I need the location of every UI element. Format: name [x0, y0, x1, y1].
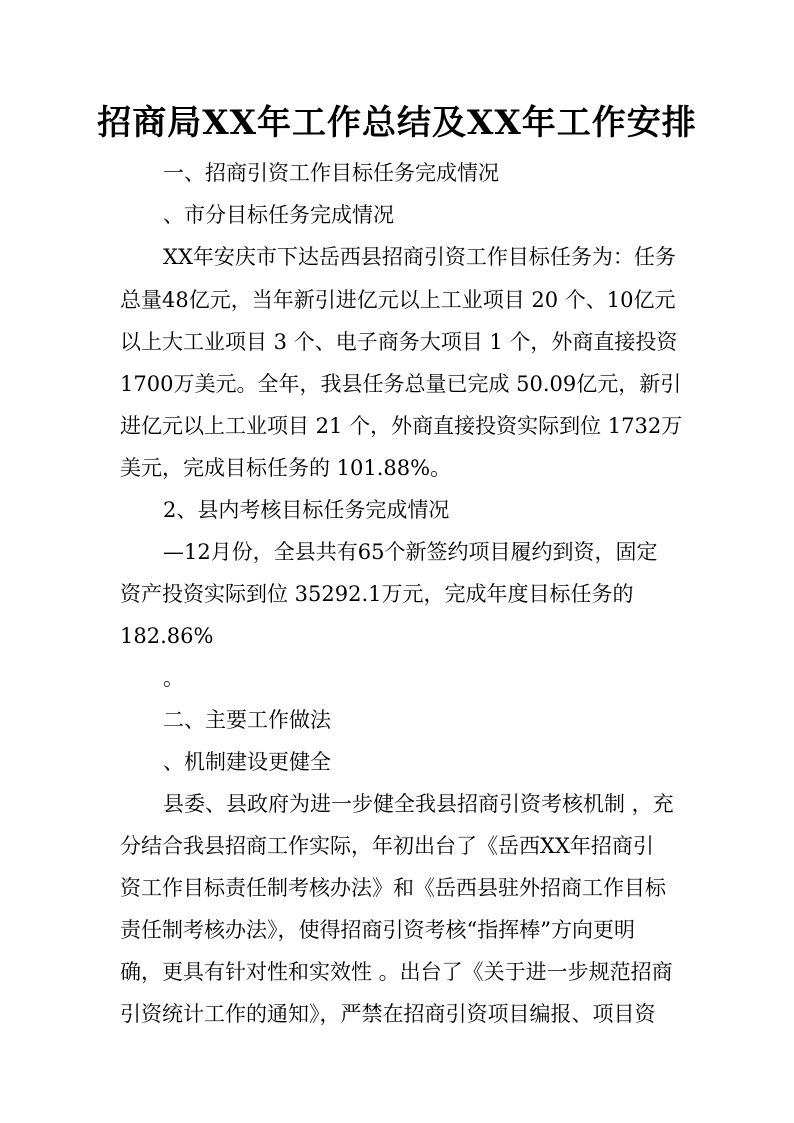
paragraph-line: 引资统计工作的通知》，严禁在招商引资项目编报、项目资	[120, 1002, 656, 1026]
document-title: 招商局XX年工作总结及XX年工作安排	[97, 103, 697, 143]
paragraph-line: 美元，完成目标任务的 101.88%。	[120, 456, 452, 480]
paragraph-line: 以上大工业项目 3 个、电子商务大项目 1 个，外商直接投资	[120, 330, 678, 354]
section-heading-2: 二、主要工作做法	[163, 708, 331, 732]
paragraph-line: 总量48亿元，当年新引进亿元以上工业项目 20 个、10亿元	[120, 288, 676, 312]
paragraph-line: 县委、县政府为进一步健全我县招商引资考核机制 ，充	[163, 792, 674, 816]
paragraph-line: 确，更具有针对性和实效性 。出台了《关于进一步规范招商	[120, 960, 673, 984]
paragraph-line: 。	[163, 666, 184, 690]
paragraph-line: 进亿元以上工业项目 21 个，外商直接投资实际到位 1732万	[120, 414, 683, 438]
paragraph-line: 182.86%	[120, 624, 214, 648]
paragraph-line: —12月份，全县共有65个新签约项目履约到资，固定	[163, 540, 658, 564]
paragraph-line: 责任制考核办法》，使得招商引资考核“指挥棒”方向更明	[120, 918, 635, 942]
paragraph-line: 资产投资实际到位 35292.1万元，完成年度目标任务的	[120, 582, 634, 606]
paragraph-line: 分结合我县招商工作实际，年初出台了《岳西XX年招商引	[120, 834, 654, 858]
subsection-heading-1-1: 、市分目标任务完成情况	[163, 203, 394, 227]
subsection-heading-1-2: 2、县内考核目标任务完成情况	[163, 498, 450, 522]
paragraph-line: XX年安庆市下达岳西县招商引资工作目标任务为：任务	[163, 245, 676, 269]
paragraph-line: 资工作目标责任制考核办法》和《岳西县驻外招商工作目标	[120, 876, 666, 900]
subsection-heading-2-1: 、机制建设更健全	[163, 750, 331, 774]
section-heading-1: 一、招商引资工作目标任务完成情况	[163, 161, 499, 185]
paragraph-line: 1700万美元。全年，我县任务总量已完成 50.09亿元，新引	[120, 372, 682, 396]
